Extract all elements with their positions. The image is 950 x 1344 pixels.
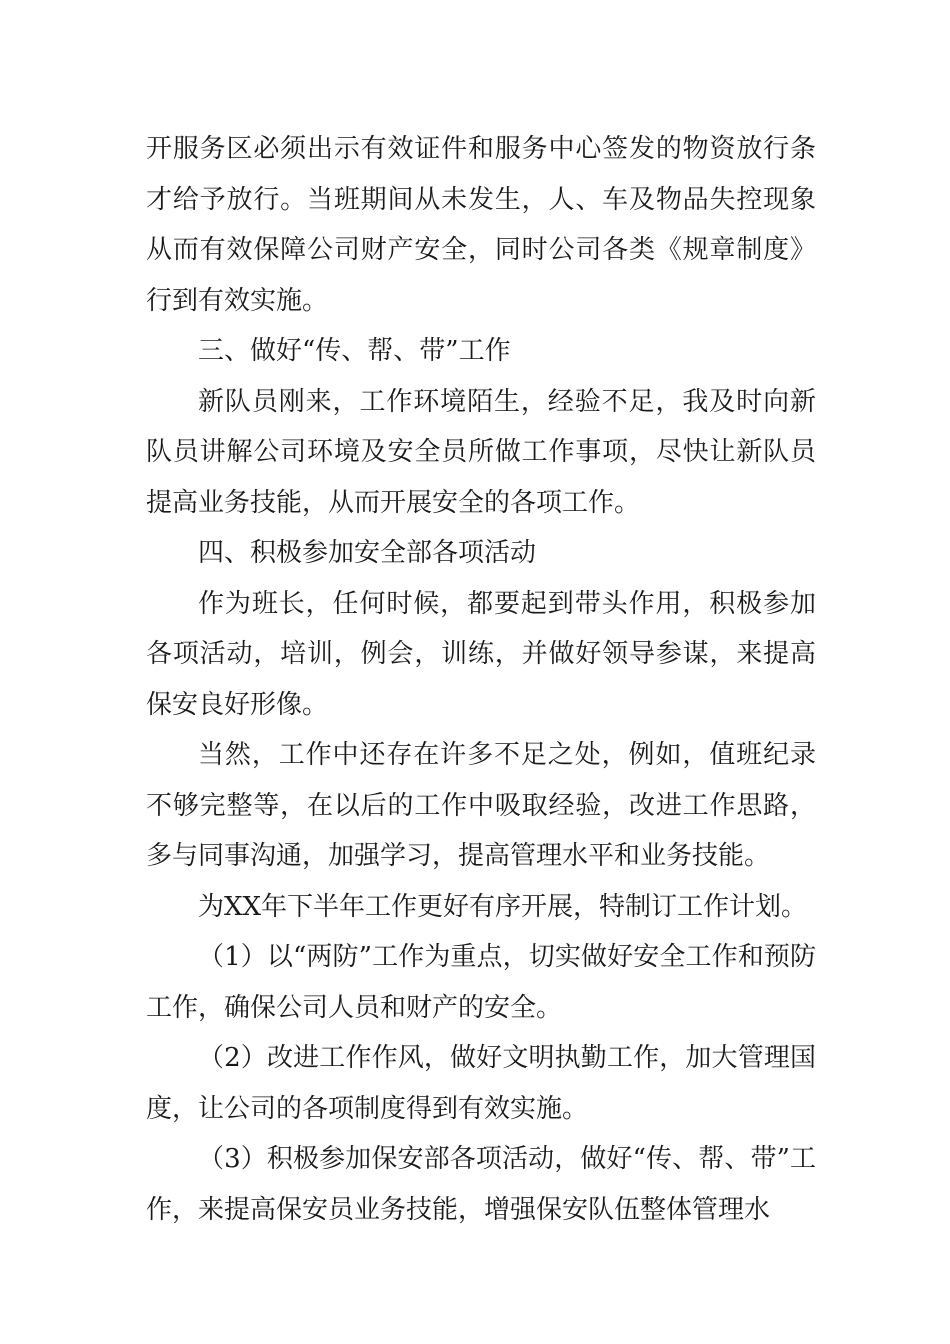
section-heading-four: 四、积极参加安全部各项活动 [198,538,537,568]
plan-item-1: （1）以“两防”工作为重点，切实做好安全工作和预防工作，确保公司人员和财产的安全。 [146,942,816,1023]
paragraph-shortcomings: 当然，工作中还存在许多不足之处，例如，值班纪录不够完整等，在以后的工作中吸取经验，改进工作思路，多与同事沟通，加强学习，提高管理水平和业务技能。 [146,740,816,871]
paragraph-team-leader: 作为班长，任何时候，都要起到带头作用，积极参加各项活动，培训，例会，训练，并做好领导参谋，来提高保安良好形像。 [146,588,816,720]
plan-item-3: （3）积极参加保安部各项活动，做好“传、帮、带”工作，来提高保安员业务技能，增强保安队伍整体管理水 [146,1144,816,1225]
document-body [146,124,816,1235]
paragraph-continuation: 开服务区必须出示有效证件和服务中心签发的物资放行条才给予放行。当班期间从未发生，人、车及物品失控现象从而有效保障公司财产安全，同时公司各类《规章制度》行到有效实施。 [146,134,816,316]
paragraph-new-members: 新队员刚来，工作环境陌生，经验不足，我及时向新队员讲解公司环境及安全员所做工作事项，尽快让新队员提高业务技能，从而开展安全的各项工作。 [146,386,816,518]
paragraph-plan-intro: 为XX年下半年工作更好有序开展，特制订工作计划。 [198,891,808,922]
section-heading-three: 三、做好“传、帮、带”工作 [198,336,511,366]
plan-item-2: （2）改进工作作风，做好文明执勤工作，加大管理国度，让公司的各项制度得到有效实施。 [146,1043,816,1124]
